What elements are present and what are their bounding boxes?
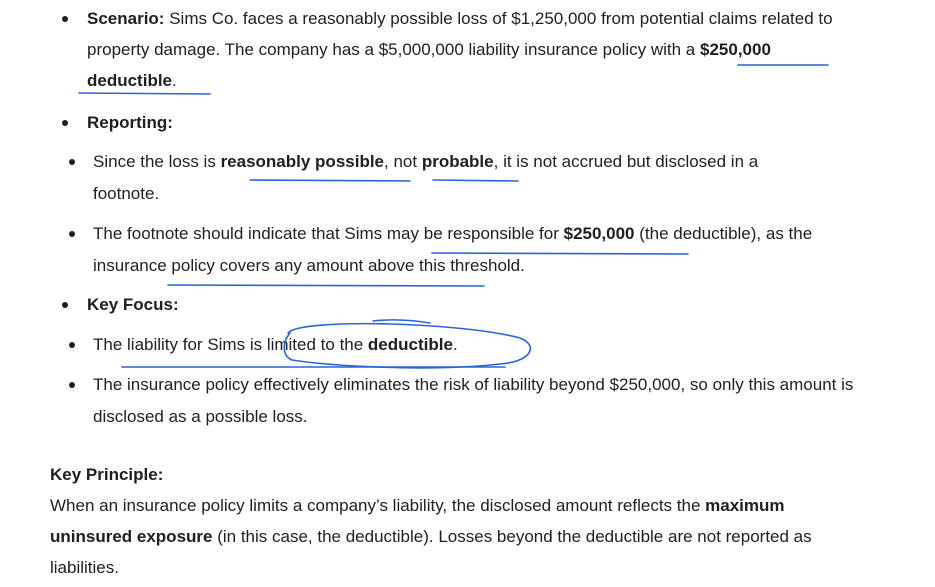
reporting-item-2: [29, 218, 883, 282]
bullet-icon: [69, 342, 75, 348]
reporting-sublist: [29, 146, 858, 282]
key-focus-label: Key Focus:: [87, 295, 179, 314]
text: The footnote should indicate that Sims may be responsible for: [93, 224, 564, 243]
bold-term: reasonably possible: [220, 152, 385, 171]
text: (the deductible), as the insurance policy covers any amount above this threshold.: [93, 224, 813, 275]
notes-list: [58, 3, 858, 433]
reporting-item-1: [29, 146, 803, 210]
scenario-period: .: [172, 71, 177, 90]
scenario-deductible: $250,000 deductible: [87, 40, 771, 90]
scenario-text: Sims Co. faces a reasonably possible loss of $1,250,000 from potential claims related to property damage. The company has a $5,000,000 liability insurance policy with a: [87, 9, 833, 59]
bullet-icon: [69, 159, 75, 165]
text: .: [452, 335, 458, 354]
bullet-icon: [62, 302, 68, 308]
scenario-label: Scenario:: [87, 9, 165, 28]
list-item-scenario: [58, 3, 847, 96]
key-principle-text: When an insurance policy limits a company’s liability, the disclosed amount reflects the: [50, 496, 706, 515]
text: , not: [384, 152, 422, 171]
key-principle-section: [50, 459, 870, 583]
key-principle-title: Key Principle:: [50, 465, 164, 484]
bullet-icon: [62, 16, 68, 22]
key-focus-sublist: [29, 329, 858, 433]
list-item-reporting: [58, 107, 858, 138]
bullet-icon: [62, 120, 68, 126]
bold-term: probable: [421, 152, 494, 171]
key-principle-text-end: (in this case, the deductible). Losses beyond the deductible are not reported as liabilities.: [50, 527, 812, 577]
key-principle-bold: maximum uninsured exposure: [50, 496, 785, 546]
text: The liability for Sims is limited to the: [93, 335, 368, 354]
key-focus-item-2: [29, 369, 893, 433]
bullet-icon: [69, 231, 75, 237]
bullet-icon: [69, 382, 75, 388]
bold-term: deductible: [367, 335, 453, 354]
reporting-label: Reporting:: [87, 113, 173, 132]
text: The insurance policy effectively eliminates the risk of liability beyond $250,000, so only this amount is disclosed as a possible loss.: [93, 375, 854, 426]
text: , it is not accrued but disclosed in a footnote.: [93, 152, 759, 203]
text: Since the loss is: [93, 152, 221, 171]
list-item-key-focus: [58, 289, 858, 320]
bold-term: $250,000: [563, 224, 635, 243]
key-focus-item-1: [29, 329, 858, 361]
